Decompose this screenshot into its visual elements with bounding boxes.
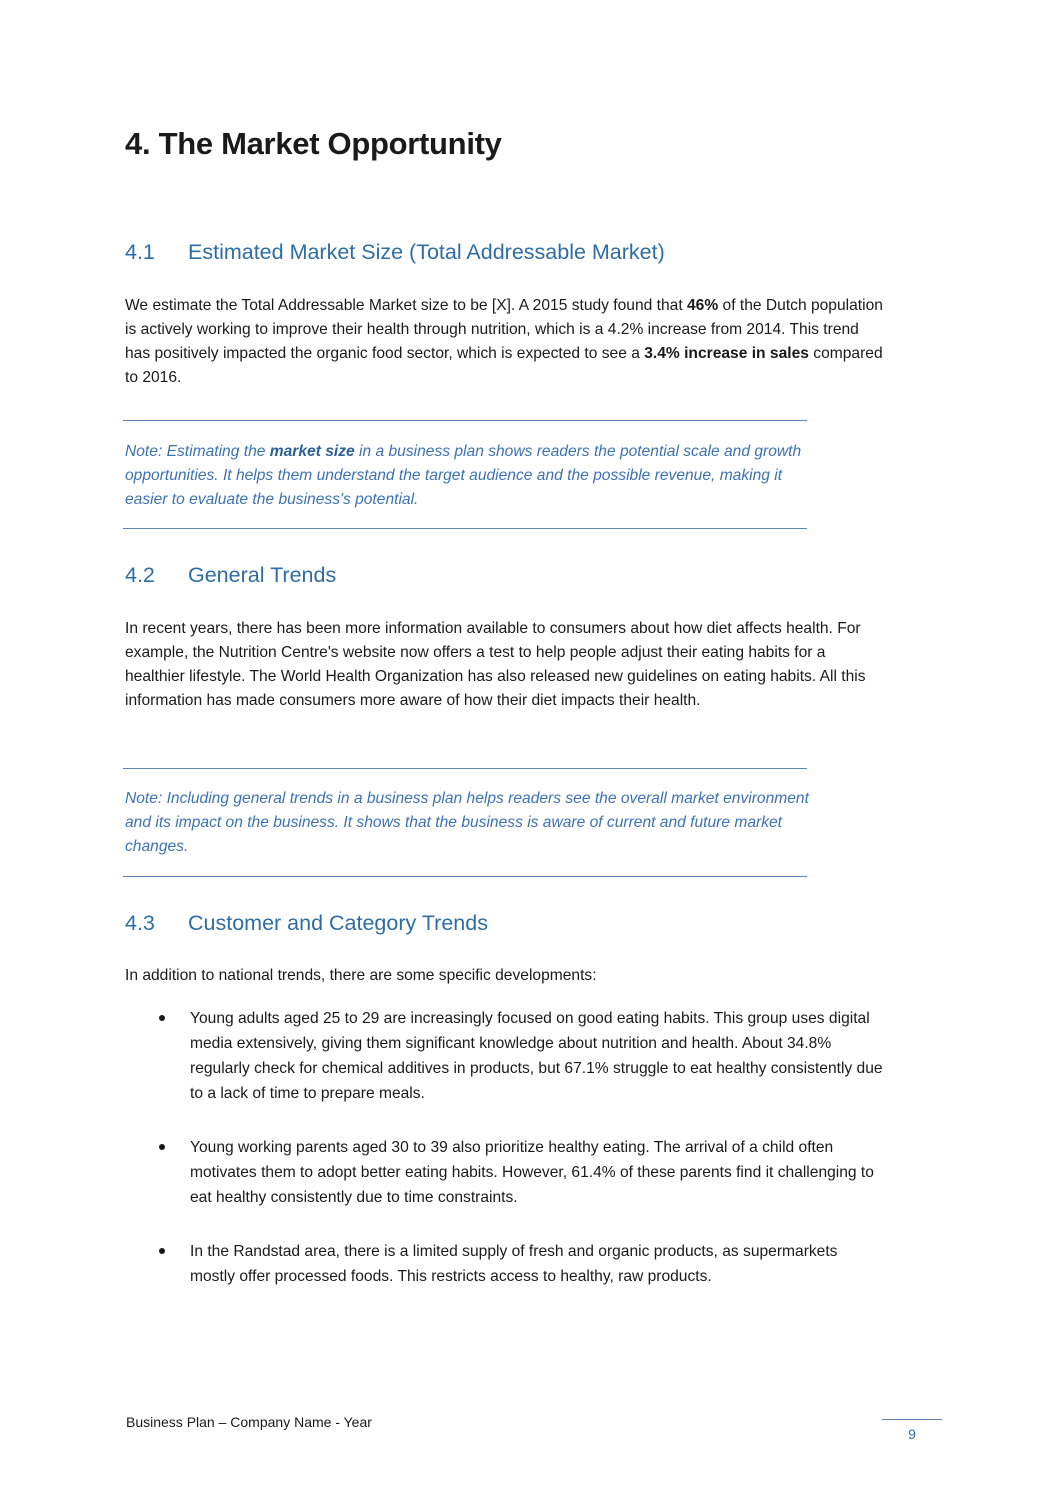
section-number: 4.1 <box>125 240 155 264</box>
note-top-rule <box>123 420 807 421</box>
section-heading-4-2 <box>125 563 336 588</box>
section-4-1-body <box>125 294 885 390</box>
section-number: 4.2 <box>125 563 155 587</box>
list-item-text: Young working parents aged 30 to 39 also prioritize healthy eating. The arrival of a child often motivates them to adopt better eating habits. However, 61.4% of these parents find it challenging to eat healthy consistently due to time constraints. <box>190 1139 874 1206</box>
note-4-1 <box>125 440 815 512</box>
section-heading-4-1 <box>125 240 665 265</box>
section-4-2-body: In recent years, there has been more information available to consumers about how diet affects health. For example, the Nutrition Centre's website now offers a test to help people adjust their eating habits for a healthier lifestyle. The World Health Organization has also released new guidelines on eating habits. All this information has made consumers more aware of how their diet impacts their health. <box>125 620 866 709</box>
list-item <box>125 1135 885 1210</box>
footer-text: Business Plan – Company Name - Year <box>126 1414 372 1430</box>
body-bold: 3.4% increase in sales <box>644 345 809 362</box>
section-title: General Trends <box>188 563 337 587</box>
bullet-icon <box>159 1015 165 1021</box>
body-text: We estimate the Total Addressable Market size to be [X]. A 2015 study found that <box>125 297 687 314</box>
footer-rule <box>882 1419 942 1420</box>
section-title: Estimated Market Size (Total Addressable Market) <box>188 240 665 264</box>
note-text: Note: Estimating the <box>125 443 270 460</box>
page-number: 9 <box>908 1426 916 1442</box>
list-item-text: Young adults aged 25 to 29 are increasingly focused on good eating habits. This group uses digital media extensively, giving them significant knowledge about nutrition and health. About 34.8% regularly check for chemical additives in products, but 67.1% struggle to eat healthy consistently due to a lack of time to prepare meals. <box>190 1010 883 1102</box>
list-item <box>125 1006 885 1106</box>
body-text: of the Dutch population is actively working to improve their health through nutrition, which is a 4.2% increase from 2014. This trend has positively impacted the organic food sector, which is expected to see a <box>125 297 883 362</box>
body-text: compared to 2016. <box>125 345 883 386</box>
note-bottom-rule <box>123 528 807 529</box>
note-4-2: Note: Including general trends in a business plan helps readers see the overall market environment and its impact on the business. It shows that the business is aware of current and future market changes. <box>125 790 809 855</box>
bullet-icon <box>159 1248 165 1254</box>
list-item <box>125 1239 885 1289</box>
list-item-text: In the Randstad area, there is a limited supply of fresh and organic products, as supermarkets mostly offer processed foods. This restricts access to healthy, raw products. <box>190 1243 838 1285</box>
section-heading-4-3 <box>125 911 488 936</box>
section-4-3-intro: In addition to national trends, there are some specific developments: <box>125 967 597 984</box>
page-title: 4. The Market Opportunity <box>125 126 502 161</box>
trend-bullet-list <box>125 1006 885 1318</box>
note-bottom-rule <box>123 876 807 877</box>
note-text: in a business plan shows readers the potential scale and growth opportunities. It helps them understand the target audience and the possible revenue, making it easier to evaluate the business's potential. <box>125 443 802 508</box>
body-bold: 46% <box>687 297 719 314</box>
section-number: 4.3 <box>125 911 155 935</box>
note-top-rule <box>123 768 807 769</box>
section-title: Customer and Category Trends <box>188 911 488 935</box>
note-bold: market size <box>269 443 355 460</box>
bullet-icon <box>159 1144 165 1150</box>
